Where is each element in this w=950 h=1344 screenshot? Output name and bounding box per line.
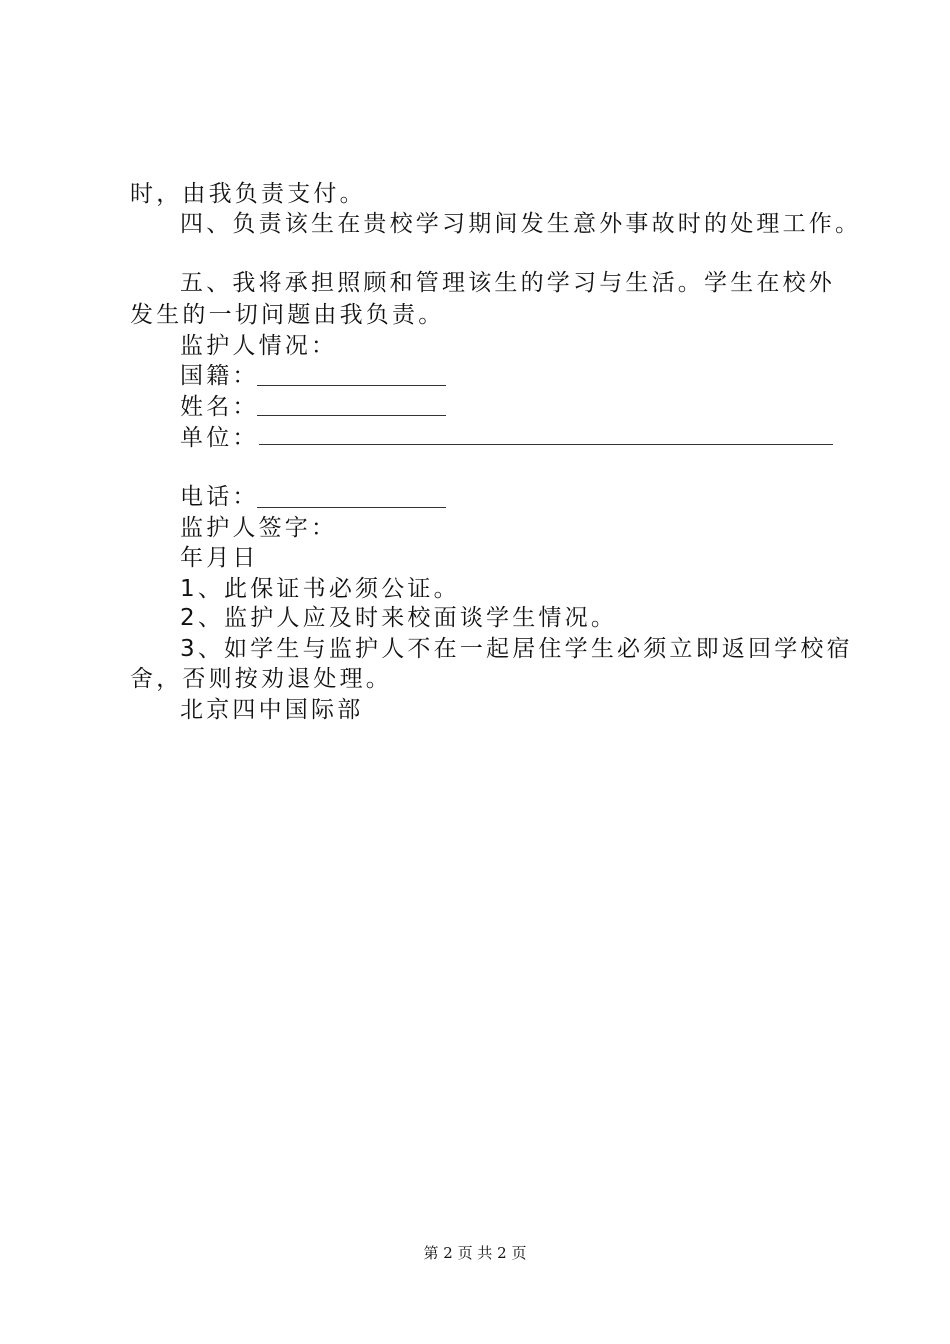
note-item-continued: 舍，否则按劝退处理。 xyxy=(130,666,392,692)
note-item: 1、此保证书必须公证。 xyxy=(180,576,460,602)
nationality-blank xyxy=(257,385,446,386)
paragraph-line: 发生的一切问题由我负责。 xyxy=(130,302,445,328)
name-label: 姓名： xyxy=(180,394,259,420)
guardian-info-heading: 监护人情况： xyxy=(180,333,338,359)
note-item: 2、监护人应及时来校面谈学生情况。 xyxy=(180,605,618,631)
paragraph-line: 五、我将承担照顾和管理该生的学习与生活。学生在校外 xyxy=(180,270,835,296)
phone-label: 电话： xyxy=(180,484,259,510)
note-item: 3、如学生与监护人不在一起居住学生必须立即返回学校宿 xyxy=(180,636,853,662)
unit-label: 单位： xyxy=(180,425,259,451)
issuer-name: 北京四中国际部 xyxy=(180,697,364,723)
paragraph-line: 四、负责该生在贵校学习期间发生意外事故时的处理工作。 xyxy=(180,211,862,237)
unit-blank xyxy=(259,444,833,445)
paragraph-line: 时，由我负责支付。 xyxy=(130,181,366,207)
name-blank xyxy=(257,415,446,416)
phone-blank xyxy=(257,507,446,508)
page-footer: 第 2 页 共 2 页 xyxy=(423,1244,527,1262)
date-label: 年月日 xyxy=(180,545,259,571)
nationality-label: 国籍： xyxy=(180,363,259,389)
guardian-signature-label: 监护人签字： xyxy=(180,515,338,541)
